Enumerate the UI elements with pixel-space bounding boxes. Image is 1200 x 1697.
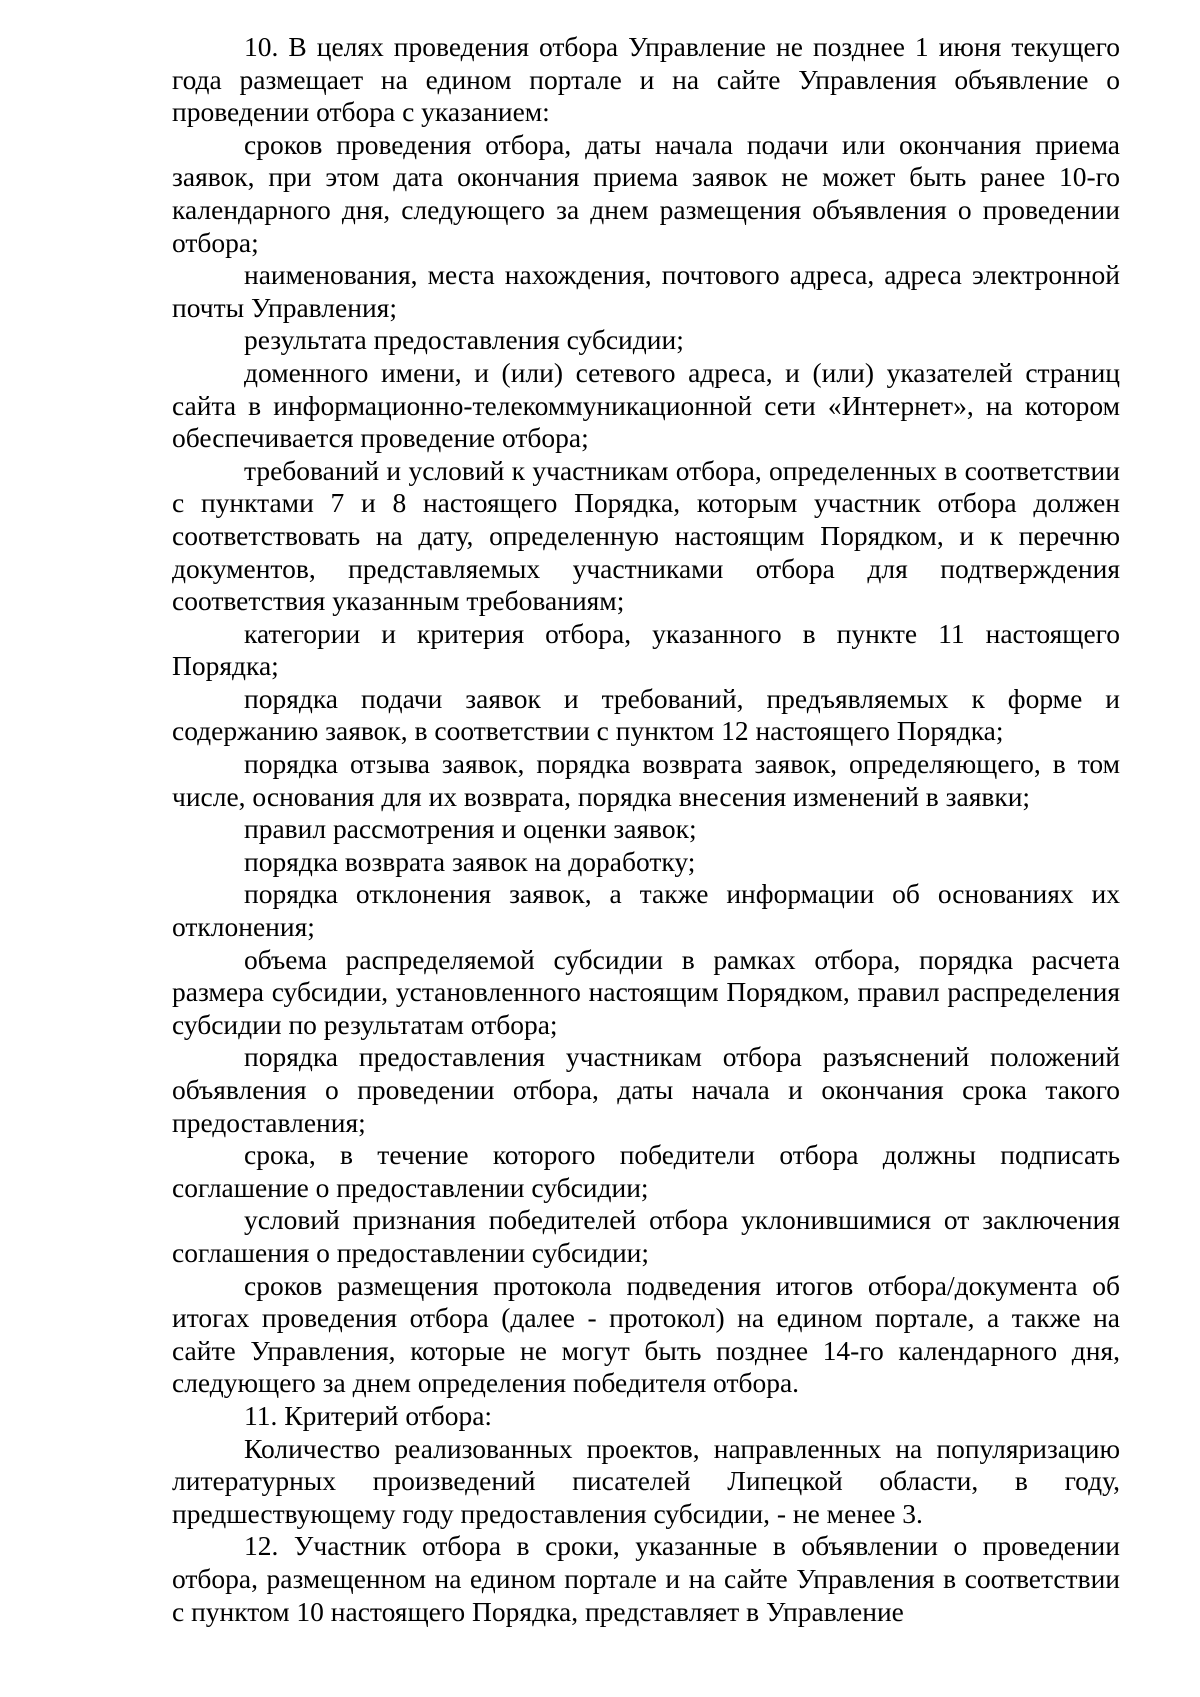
list-item-selection-deadlines: сроков проведения отбора, даты начала подачи или окончания приема заявок, при этом дата окончания приема заявок не может быть ранее 10-го календарного дня, следующего за днем размещения объявления о проведении отбора; — [172, 128, 1120, 258]
list-item-department-contacts: наименования, места нахождения, почтового адреса, адреса электронной почты Управления; — [172, 259, 1120, 323]
list-item-subsidy-result: результата предоставления субсидии; — [244, 324, 684, 356]
document-body — [172, 31, 1120, 1628]
list-item-signing-deadline: срока, в течение которого победители отбора должны подписать соглашение о предоставлении субсидии; — [172, 1139, 1120, 1203]
list-item-subsidy-volume: объема распределяемой субсидии в рамках отбора, порядка расчета размера субсидии, установленного настоящим Порядком, правил распределения субсидии по результатам отбора; — [172, 943, 1120, 1040]
list-item-evasion-conditions: условий признания победителей отбора уклонившимися от заключения соглашения о предоставлении субсидии; — [172, 1204, 1120, 1268]
list-item-application-procedure: порядка подачи заявок и требований, предъявляемых к форме и содержанию заявок, в соответствии с пунктом 12 настоящего Порядка; — [172, 682, 1120, 747]
paragraph-11-selection-criterion: 11. Критерий отбора: — [244, 1399, 493, 1431]
list-item-rejection-procedure: порядка отклонения заявок, а также информации об основаниях их отклонения; — [172, 878, 1120, 943]
list-item-review-rules: правил рассмотрения и оценки заявок; — [244, 813, 697, 845]
paragraph-10-selection-announcement: 10. В целях проведения отбора Управление не позднее 1 июня текущего года размещает на едином портале и на сайте Управления объявление о проведении отбора с указанием: — [172, 31, 1120, 128]
paragraph-criterion-text: Количество реализованных проектов, направленных на популяризацию литературных произведений писателей Липецкой области, в году, предшествующему году предоставления субсидии, - не менее 3. — [172, 1432, 1120, 1529]
paragraph-12-participant-submission: 12. Участник отбора в сроки, указанные в объявлении о проведении отбора, размещенном на едином портале и на сайте Управления в соответствии с пунктом 10 настоящего Порядка, представляет в Управление — [172, 1530, 1120, 1627]
list-item-application-withdrawal: порядка отзыва заявок, порядка возврата заявок, определяющего, в том числе, основания для их возврата, порядка внесения изменений в заявки; — [172, 748, 1120, 812]
list-item-clarifications: порядка предоставления участникам отбора разъяснений положений объявления о проведении отбора, даты начала и окончания срока такого предоставления; — [172, 1041, 1120, 1138]
list-item-domain-name: доменного имени, и (или) сетевого адреса, и (или) указателей страниц сайта в информационно-телекоммуникационной сети «Интернет», на котором обеспечивается проведение отбора; — [172, 356, 1120, 454]
list-item-return-for-revision: порядка возврата заявок на доработку; — [244, 845, 696, 877]
list-item-participant-requirements: требований и условий к участникам отбора, определенных в соответствии с пунктами 7 и 8 настоящего Порядка, которым участник отбора должен соответствовать на дату, определенную настоящим Порядком, и к перечню документов, представляемых участниками отбора для подтверждения соответствия указанным требованиям; — [172, 454, 1120, 617]
list-item-protocol-deadlines: сроков размещения протокола подведения итогов отбора/документа об итогах проведения отбора (далее - протокол) на едином портале, а также на сайте Управления, которые не могут быть позднее 14-го календарного дня, следующего за днем определения победителя отбора. — [172, 1269, 1120, 1399]
list-item-selection-category: категории и критерия отбора, указанного в пункте 11 настоящего Порядка; — [172, 617, 1120, 682]
